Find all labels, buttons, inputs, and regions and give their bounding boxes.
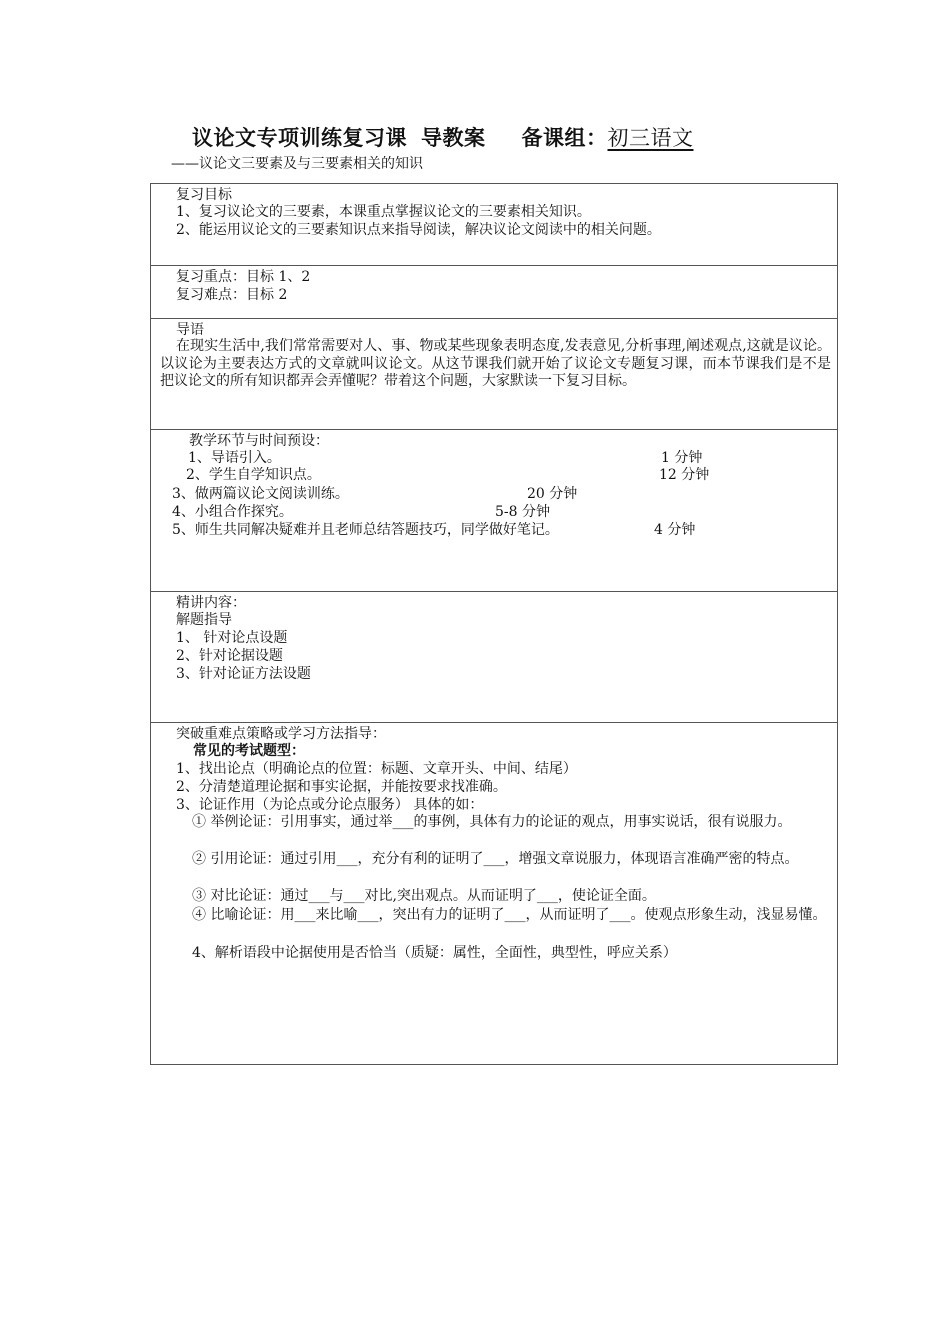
schedule-time: 12 分钟 bbox=[659, 467, 710, 483]
strategy-item: 2、分清楚道理论据和事实论据，并能按要求找准确。 bbox=[176, 779, 507, 795]
strategy-item: 1、找出论点（明确论点的位置：标题、文章开头、中间、结尾） bbox=[176, 761, 577, 777]
lesson-table bbox=[150, 183, 838, 1065]
schedule-time: 4 分钟 bbox=[654, 522, 696, 538]
schedule-time: 20 分钟 bbox=[527, 486, 578, 502]
schedule-time: 1 分钟 bbox=[661, 450, 703, 466]
content-item: 1、 针对论点设题 bbox=[176, 630, 288, 646]
schedule-step: 1、导语引入。 bbox=[188, 450, 281, 466]
key-point: 复习重点：目标 1、2 bbox=[176, 269, 311, 285]
schedule-heading: 教学环节与时间预设： bbox=[189, 433, 329, 449]
schedule-step: 5、师生共同解决疑难并且老师总结答题技巧，同学做好笔记。 bbox=[172, 522, 559, 538]
intro-heading: 导语 bbox=[176, 322, 204, 338]
document-title bbox=[192, 122, 694, 152]
group-label: 备课组： bbox=[521, 126, 608, 150]
method-item: ② 引用论证：通过引用___，充分有利的证明了___，增强文章说服力，体现语言准确严密的特点。 bbox=[192, 851, 799, 867]
method-item: ④ 比喻论证：用___来比喻___，突出有力的证明了___，从而证明了___。使观点形象生动，浅显易懂。 bbox=[192, 907, 827, 923]
content-section bbox=[151, 591, 837, 722]
strategy-item: 3、论证作用（为论点或分论点服务） 具体的如： bbox=[176, 797, 484, 813]
intro-section bbox=[151, 318, 837, 429]
content-item: 3、针对论证方法设题 bbox=[176, 666, 311, 682]
intro-text: 在现实生活中,我们常常需要对人、事、物或某些现象表明态度,发表意见,分析事理,阐述观点,这就是议论。以议论为主要表达方式的文章就叫议论文。从这节课我们就开始了议论文专题复习课，而本节课我们是不是把议论文的所有知识都弄会弄懂呢？带着这个问题，大家默读一下复习目标。 bbox=[160, 338, 831, 389]
group-value: 初三语文 bbox=[607, 126, 694, 150]
schedule-time: 5-8 分钟 bbox=[495, 504, 550, 520]
method-item: ③ 对比论证：通过___与___对比,突出观点。从而证明了___，使论证全面。 bbox=[192, 888, 656, 904]
schedule-step: 2、学生自学知识点。 bbox=[186, 467, 321, 483]
title-main: 议论文专项训练复习课 bbox=[192, 126, 407, 150]
difficult-point: 复习难点：目标 2 bbox=[176, 287, 288, 303]
goals-section bbox=[151, 184, 837, 265]
schedule-step: 4、小组合作探究。 bbox=[172, 504, 293, 520]
schedule-step: 3、做两篇议论文阅读训练。 bbox=[172, 486, 349, 502]
schedule-section bbox=[151, 429, 837, 591]
focus-section bbox=[151, 265, 837, 318]
content-item: 2、针对论据设题 bbox=[176, 648, 283, 664]
content-sub: 解题指导 bbox=[176, 612, 232, 628]
goal-item: 1、复习议论文的三要素，本课重点掌握议论文的三要素相关知识。 bbox=[176, 204, 591, 220]
strategy-heading: 突破重难点策略或学习方法指导： bbox=[176, 726, 386, 742]
content-heading: 精讲内容： bbox=[176, 595, 246, 611]
strategy-item-last: 4、解析语段中论据使用是否恰当（质疑：属性，全面性，典型性，呼应关系） bbox=[192, 945, 677, 961]
strategy-section bbox=[151, 722, 837, 1064]
goal-item: 2、能运用议论文的三要素知识点来指导阅读，解决议论文阅读中的相关问题。 bbox=[176, 222, 661, 238]
document-subtitle: ——议论文三要素及与三要素相关的知识 bbox=[171, 156, 423, 172]
method-item: ① 举例论证：引用事实，通过举___的事例，具体有力的论证的观点，用事实说话，很有说服力。 bbox=[192, 814, 792, 830]
exam-types-heading: 常见的考试题型： bbox=[193, 743, 305, 759]
title-type: 导教案 bbox=[421, 126, 486, 150]
goals-heading: 复习目标 bbox=[176, 187, 232, 203]
